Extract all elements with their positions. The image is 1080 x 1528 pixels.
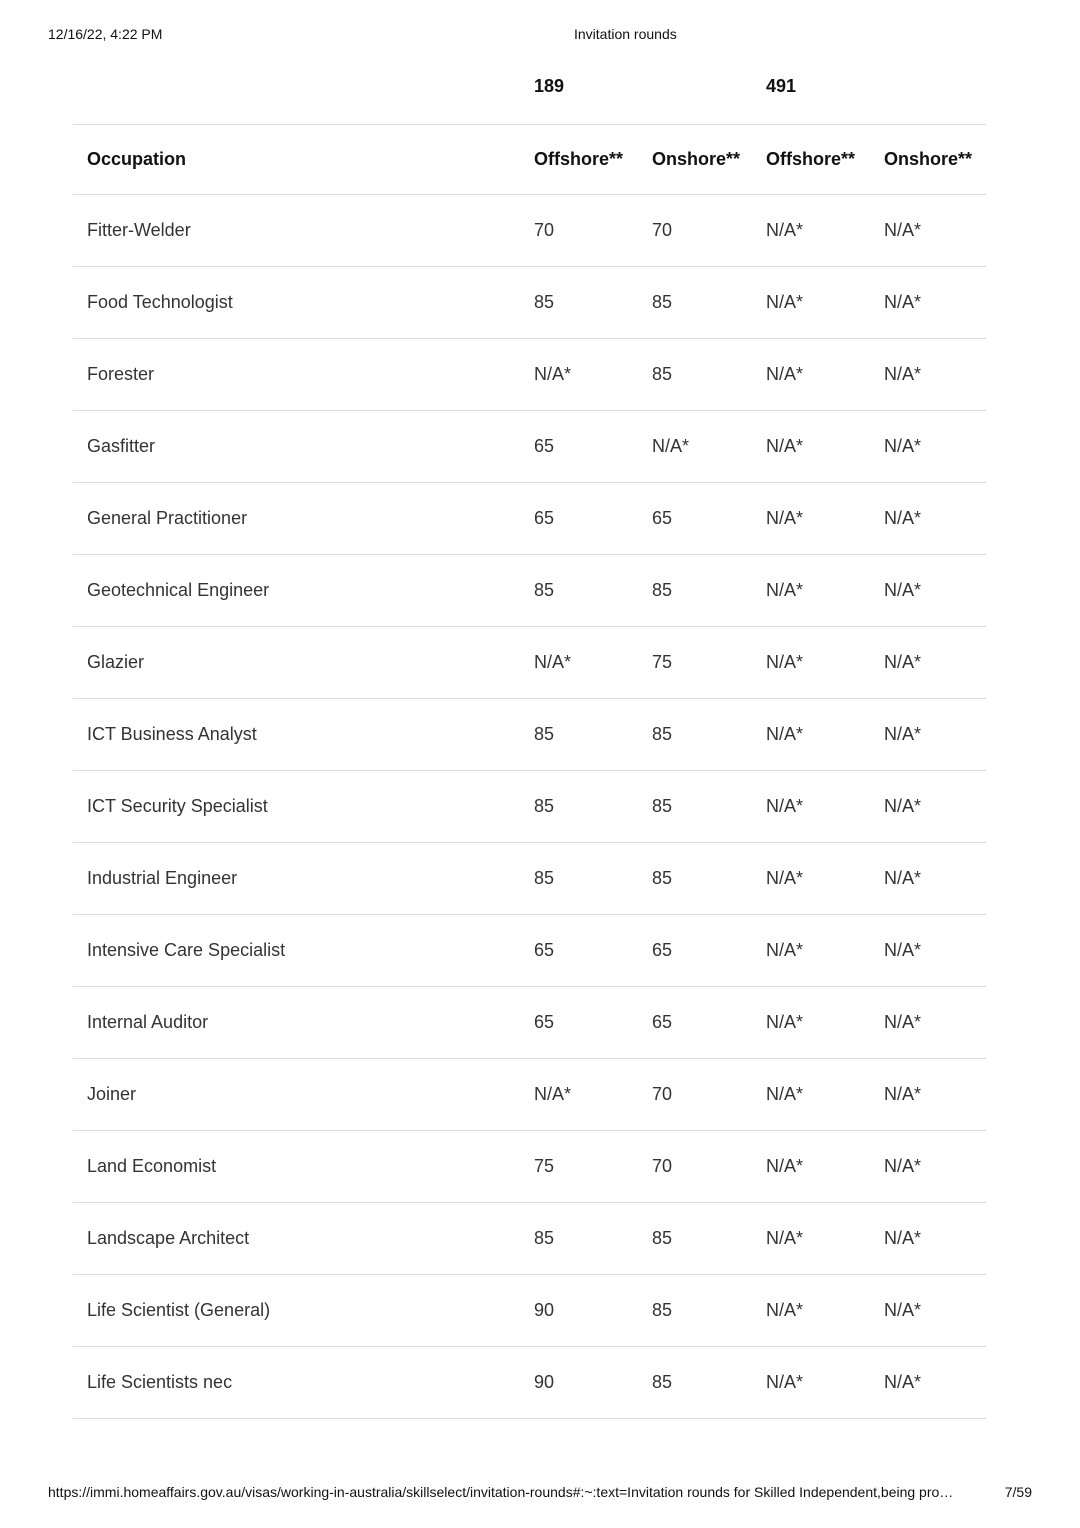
- print-title: Invitation rounds: [574, 26, 677, 42]
- occupation-cell: ICT Business Analyst: [73, 699, 520, 771]
- visa-subclass-row: [73, 70, 986, 125]
- visa-491-onshore-cell: N/A*: [870, 1059, 986, 1131]
- print-url: https://immi.homeaffairs.gov.au/visas/working-in-australia/skillselect/invitation-rounds#:~:text=Invitation rounds for Skilled Independent,being pro…: [48, 1484, 954, 1500]
- visa-189-onshore-cell: 85: [638, 771, 752, 843]
- visa-189-onshore-cell: 85: [638, 699, 752, 771]
- table-row: [73, 1131, 986, 1203]
- table-row: [73, 339, 986, 411]
- occupation-cell: ICT Security Specialist: [73, 771, 520, 843]
- visa-491-onshore-cell: N/A*: [870, 915, 986, 987]
- occupation-cell: Life Scientists nec: [73, 1347, 520, 1419]
- table-row: [73, 843, 986, 915]
- visa-491-offshore-cell: N/A*: [752, 195, 870, 267]
- visa-189-onshore-cell: 85: [638, 1347, 752, 1419]
- visa-189-onshore-cell: 65: [638, 915, 752, 987]
- table-row: [73, 1059, 986, 1131]
- table-row: [73, 483, 986, 555]
- visa-491-onshore-cell: N/A*: [870, 1347, 986, 1419]
- visa-189-onshore-cell: 85: [638, 1275, 752, 1347]
- table-row: [73, 915, 986, 987]
- visa-189-offshore-cell: 65: [520, 915, 638, 987]
- visa-189-offshore-cell: 90: [520, 1275, 638, 1347]
- visa-189-onshore-cell: 65: [638, 987, 752, 1059]
- visa-491-onshore-cell: N/A*: [870, 987, 986, 1059]
- visa-491-offshore-cell: N/A*: [752, 627, 870, 699]
- visa-189-onshore-cell: 85: [638, 267, 752, 339]
- occupation-cell: Land Economist: [73, 1131, 520, 1203]
- visa-189-offshore-cell: 85: [520, 771, 638, 843]
- table-row: [73, 555, 986, 627]
- visa-491-onshore-cell: N/A*: [870, 1275, 986, 1347]
- visa-189-onshore-cell: 85: [638, 339, 752, 411]
- visa-189-offshore-cell: 85: [520, 699, 638, 771]
- table-row: [73, 411, 986, 483]
- visa-491-offshore-cell: N/A*: [752, 1059, 870, 1131]
- visa-491-offshore-cell: N/A*: [752, 411, 870, 483]
- occupation-cell: Gasfitter: [73, 411, 520, 483]
- visa-491-offshore-cell: N/A*: [752, 1347, 870, 1419]
- visa-189-onshore-cell: 70: [638, 195, 752, 267]
- table-header-row: [73, 124, 986, 195]
- table-row: [73, 267, 986, 339]
- visa-189-onshore-cell: 65: [638, 483, 752, 555]
- visa-491-offshore-cell: N/A*: [752, 1131, 870, 1203]
- visa-189-offshore-cell: 75: [520, 1131, 638, 1203]
- table-row: [73, 699, 986, 771]
- table-row: [73, 771, 986, 843]
- visa-491-onshore-cell: N/A*: [870, 627, 986, 699]
- visa-491-offshore-cell: N/A*: [752, 915, 870, 987]
- occupation-cell: Intensive Care Specialist: [73, 915, 520, 987]
- visa-491-onshore-cell: N/A*: [870, 1131, 986, 1203]
- occupation-cell: General Practitioner: [73, 483, 520, 555]
- visa-491-onshore-cell: N/A*: [870, 411, 986, 483]
- table-row: [73, 1347, 986, 1419]
- occupation-cell: Food Technologist: [73, 267, 520, 339]
- occupation-cell: Internal Auditor: [73, 987, 520, 1059]
- visa-189-label: 189: [534, 76, 565, 96]
- visa-189-onshore-cell: 70: [638, 1059, 752, 1131]
- visa-491-onshore-cell: N/A*: [870, 267, 986, 339]
- visa-491-offshore-cell: N/A*: [752, 1275, 870, 1347]
- visa-189-onshore-cell: 85: [638, 555, 752, 627]
- visa-189-onshore-cell: 85: [638, 1203, 752, 1275]
- header-occupation: Occupation: [73, 124, 520, 195]
- visa-189-onshore-cell: 70: [638, 1131, 752, 1203]
- visa-491-onshore-cell: N/A*: [870, 699, 986, 771]
- visa-491-offshore-cell: N/A*: [752, 771, 870, 843]
- visa-491-onshore-cell: N/A*: [870, 195, 986, 267]
- visa-189-offshore-cell: 70: [520, 195, 638, 267]
- occupation-cell: Fitter-Welder: [73, 195, 520, 267]
- visa-189-offshore-cell: 90: [520, 1347, 638, 1419]
- header-189-offshore: Offshore**: [520, 124, 638, 195]
- visa-189-offshore-cell: 85: [520, 843, 638, 915]
- visa-491-onshore-cell: N/A*: [870, 843, 986, 915]
- occupation-cell: Forester: [73, 339, 520, 411]
- visa-491-offshore-cell: N/A*: [752, 987, 870, 1059]
- visa-491-onshore-cell: N/A*: [870, 339, 986, 411]
- visa-189-offshore-cell: 85: [520, 267, 638, 339]
- table-row: [73, 1203, 986, 1275]
- occupation-cell: Geotechnical Engineer: [73, 555, 520, 627]
- visa-491-onshore-cell: N/A*: [870, 771, 986, 843]
- table-row: [73, 1275, 986, 1347]
- visa-491-label: 491: [766, 76, 797, 96]
- visa-491-onshore-cell: N/A*: [870, 483, 986, 555]
- visa-189-offshore-cell: 65: [520, 987, 638, 1059]
- visa-491-offshore-cell: N/A*: [752, 483, 870, 555]
- occupation-cell: Landscape Architect: [73, 1203, 520, 1275]
- occupation-cell: Glazier: [73, 627, 520, 699]
- header-491-offshore: Offshore**: [752, 124, 870, 195]
- occupation-cell: Industrial Engineer: [73, 843, 520, 915]
- occupation-cell: Life Scientist (General): [73, 1275, 520, 1347]
- table-body: [73, 195, 986, 1419]
- visa-189-offshore-cell: N/A*: [520, 339, 638, 411]
- header-189-onshore: Onshore**: [638, 124, 752, 195]
- visa-491-offshore-cell: N/A*: [752, 699, 870, 771]
- visa-491-offshore-cell: N/A*: [752, 843, 870, 915]
- print-page-number: 7/59: [1004, 1484, 1032, 1500]
- table-row: [73, 195, 986, 267]
- print-date: 12/16/22, 4:22 PM: [48, 26, 163, 42]
- visa-491-offshore-cell: N/A*: [752, 267, 870, 339]
- visa-491-offshore-cell: N/A*: [752, 1203, 870, 1275]
- visa-491-onshore-cell: N/A*: [870, 555, 986, 627]
- visa-491-offshore-cell: N/A*: [752, 555, 870, 627]
- visa-491-offshore-cell: N/A*: [752, 339, 870, 411]
- visa-189-onshore-cell: 75: [638, 627, 752, 699]
- visa-491-onshore-cell: N/A*: [870, 1203, 986, 1275]
- visa-189-offshore-cell: 85: [520, 555, 638, 627]
- visa-189-onshore-cell: 85: [638, 843, 752, 915]
- visa-189-offshore-cell: N/A*: [520, 627, 638, 699]
- visa-189-offshore-cell: 85: [520, 1203, 638, 1275]
- table-row: [73, 987, 986, 1059]
- invitation-rounds-table: [73, 124, 986, 1419]
- table-row: [73, 627, 986, 699]
- visa-189-offshore-cell: 65: [520, 411, 638, 483]
- visa-189-offshore-cell: N/A*: [520, 1059, 638, 1131]
- visa-189-offshore-cell: 65: [520, 483, 638, 555]
- occupation-cell: Joiner: [73, 1059, 520, 1131]
- visa-189-onshore-cell: N/A*: [638, 411, 752, 483]
- header-491-onshore: Onshore**: [870, 124, 986, 195]
